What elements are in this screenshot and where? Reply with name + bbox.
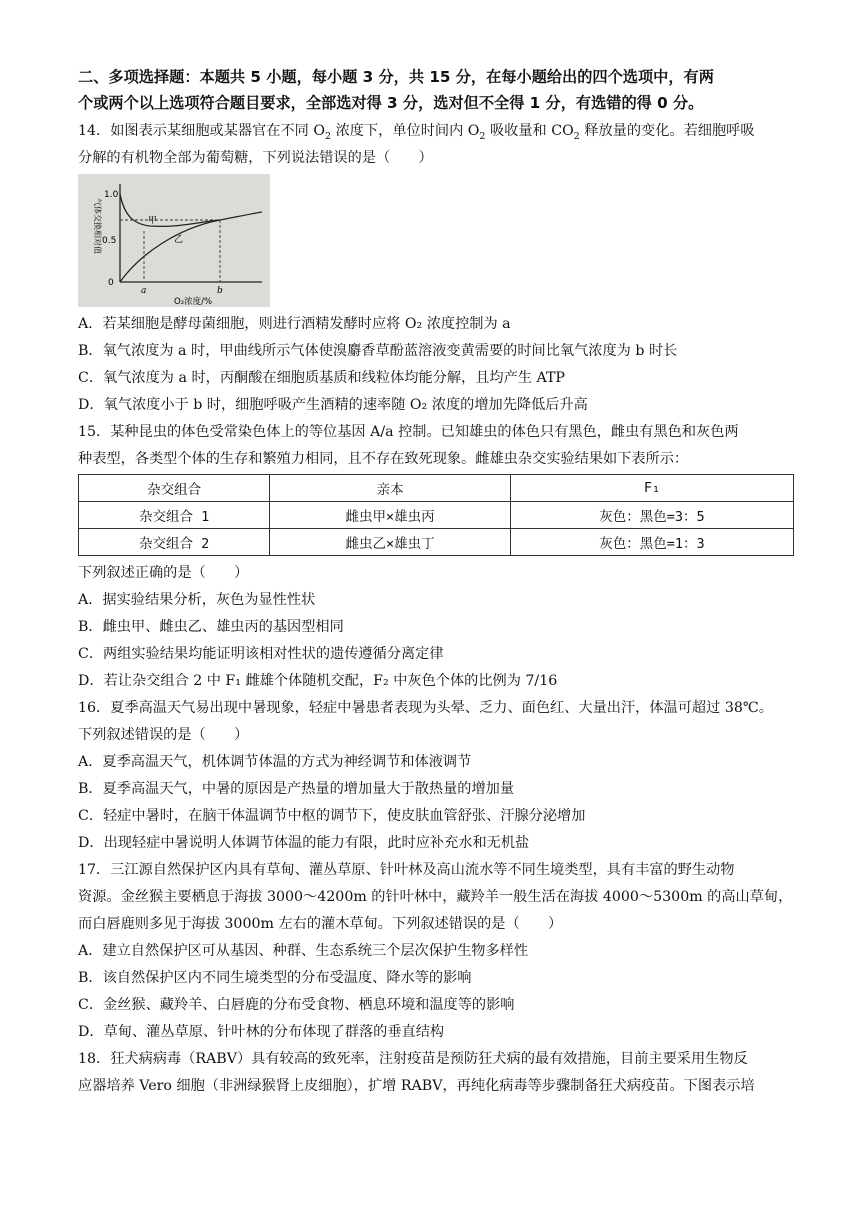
y-tick-0-5: 0.5 (102, 236, 117, 246)
table-cell: 杂交组合 1 (79, 502, 270, 529)
exam-page (78, 64, 794, 1102)
q16-option-d: D．出现轻症中暑说明人体调节体温的能力有限，此时应补充水和无机盐 (78, 835, 530, 851)
q14-option-b: B．氧气浓度为 a 时，甲曲线所示气体使溴麝香草酚蓝溶液变黄需要的时间比氧气浓度为 b 时长 (78, 343, 678, 359)
table-cell: 灰色：黑色=3：5 (510, 502, 793, 529)
q14-option-c: C．氧气浓度为 a 时，丙酮酸在细胞质基质和线粒体均能分解，且均产生 ATP (78, 370, 565, 386)
q15-prompt: 下列叙述正确的是（ ） (78, 565, 249, 581)
table-header-cell: F₁ (510, 475, 793, 502)
q17-stem-line2: 资源。金丝猴主要栖息于海拔 3000～4200m 的针叶林中，藏羚羊一般生活在海拔 4000～5300m 的高山草甸， (78, 889, 793, 905)
q17-option-d: D．草甸、灌丛草原、针叶林的分布体现了群落的垂直结构 (78, 1024, 445, 1040)
q16-stem-line1: 16．夏季高温天气易出现中暑现象，轻症中暑患者表现为头晕、乏力、面色红、大量出汗，体温可超过 38℃。 (78, 700, 773, 716)
label-yi: 乙 (174, 235, 184, 245)
x-tick-a: a (141, 286, 147, 296)
table-header-cell: 亲本 (270, 475, 511, 502)
curve-jia (120, 194, 262, 226)
label-jia: 甲 (148, 216, 158, 226)
q14-stem-line2: 分解的有机物全部为葡萄糖，下列说法错误的是（ ） (78, 150, 433, 166)
x-tick-b: b (217, 286, 223, 296)
table-cell: 杂交组合 2 (79, 529, 270, 556)
q16-option-c: C．轻症中暑时，在脑干体温调节中枢的调节下，使皮肤血管舒张、汗腺分泌增加 (78, 808, 586, 824)
q17-stem-line3: 而白唇鹿则多见于海拔 3000m 左右的灌木草甸。下列叙述错误的是（ ） (78, 916, 563, 932)
q14-figure (78, 174, 270, 307)
table-header-cell: 杂交组合 (79, 475, 270, 502)
q15-option-b: B．雌虫甲、雌虫乙、雄虫丙的基因型相同 (78, 619, 344, 635)
q18-stem-line2: 应器培养 Vero 细胞（非洲绿猴肾上皮细胞），扩增 RABV，再纯化病毒等步骤制备狂犬病疫苗。下图表示培 (78, 1078, 755, 1094)
table-cell: 灰色：黑色=1：3 (510, 529, 793, 556)
q17-option-c: C．金丝猴、藏羚羊、白唇鹿的分布受食物、栖息环境和温度等的影响 (78, 997, 515, 1013)
q15-stem-line1: 15．某种昆虫的体色受常染色体上的等位基因 A/a 控制。已知雄虫的体色只有黑色，雌虫有黑色和灰色两 (78, 424, 739, 440)
q15-option-d: D．若让杂交组合 2 中 F₁ 雌雄个体随机交配，F₂ 中灰色个体的比例为 7/16 (78, 673, 558, 689)
section-title-line1: 二、多项选择题：本题共 5 小题，每小题 3 分，共 15 分，在每小题给出的四个选项中，有两 (78, 68, 714, 86)
q17-option-a: A．建立自然保护区可从基因、种群、生态系统三个层次保护生物多样性 (78, 943, 529, 959)
q15-cross-table (78, 474, 794, 556)
q17-option-b: B．该自然保护区内不同生境类型的分布受温度、降水等的影响 (78, 970, 472, 986)
q15-stem-line2: 种表型，各类型个体的生存和繁殖力相同，且不存在致死现象。雌雄虫杂交实验结果如下表所示： (78, 451, 689, 467)
y-tick-0: 0 (108, 278, 114, 288)
curve-yi (120, 220, 220, 282)
table-cell: 雌虫甲×雄虫丙 (270, 502, 511, 529)
q16-stem-line2: 下列叙述错误的是（ ） (78, 727, 249, 743)
q15-option-c: C．两组实验结果均能证明该相对性状的遗传遵循分离定律 (78, 646, 444, 662)
table-row (79, 529, 794, 556)
y-axis-label: 气体交换相对值 (93, 198, 102, 254)
section-title-line2: 个或两个以上选项符合题目要求，全部选对得 3 分，选对但不全得 1 分，有选错的得 0 分。 (78, 94, 704, 112)
y-tick-1: 1.0 (104, 190, 119, 200)
q15-option-a: A．据实验结果分析，灰色为显性性状 (78, 592, 316, 608)
x-axis-label: O₂浓度/% (174, 297, 213, 307)
q18-stem-line1: 18．狂犬病病毒（RABV）具有较高的致死率，注射疫苗是预防狂犬病的最有效措施，目前主要采用生物反 (78, 1051, 748, 1067)
table-header-row (79, 475, 794, 502)
table-row (79, 502, 794, 529)
q16-option-a: A．夏季高温天气，机体调节体温的方式为神经调节和体液调节 (78, 754, 472, 770)
q16-option-b: B．夏季高温天气，中暑的原因是产热量的增加量大于散热量的增加量 (78, 781, 515, 797)
q14-option-d: D．氧气浓度小于 b 时，细胞呼吸产生酒精的速率随 O₂ 浓度的增加先降低后升高 (78, 397, 588, 413)
q17-stem-line1: 17．三江源自然保护区内具有草甸、灌丛草原、针叶林及高山流水等不同生境类型，具有丰富的野生动物 (78, 862, 735, 878)
table-cell: 雌虫乙×雄虫丁 (270, 529, 511, 556)
q14-option-a: A．若某细胞是酵母菌细胞，则进行酒精发酵时应将 O₂ 浓度控制为 a (78, 316, 511, 332)
q14-stem-line1: 14．如图表示某细胞或某器官在不同 $O_2$ 浓度下，单位时间内 $O_2$ 吸收量和 $CO_2$ 释放量的变化。若细胞呼吸 (78, 123, 755, 142)
